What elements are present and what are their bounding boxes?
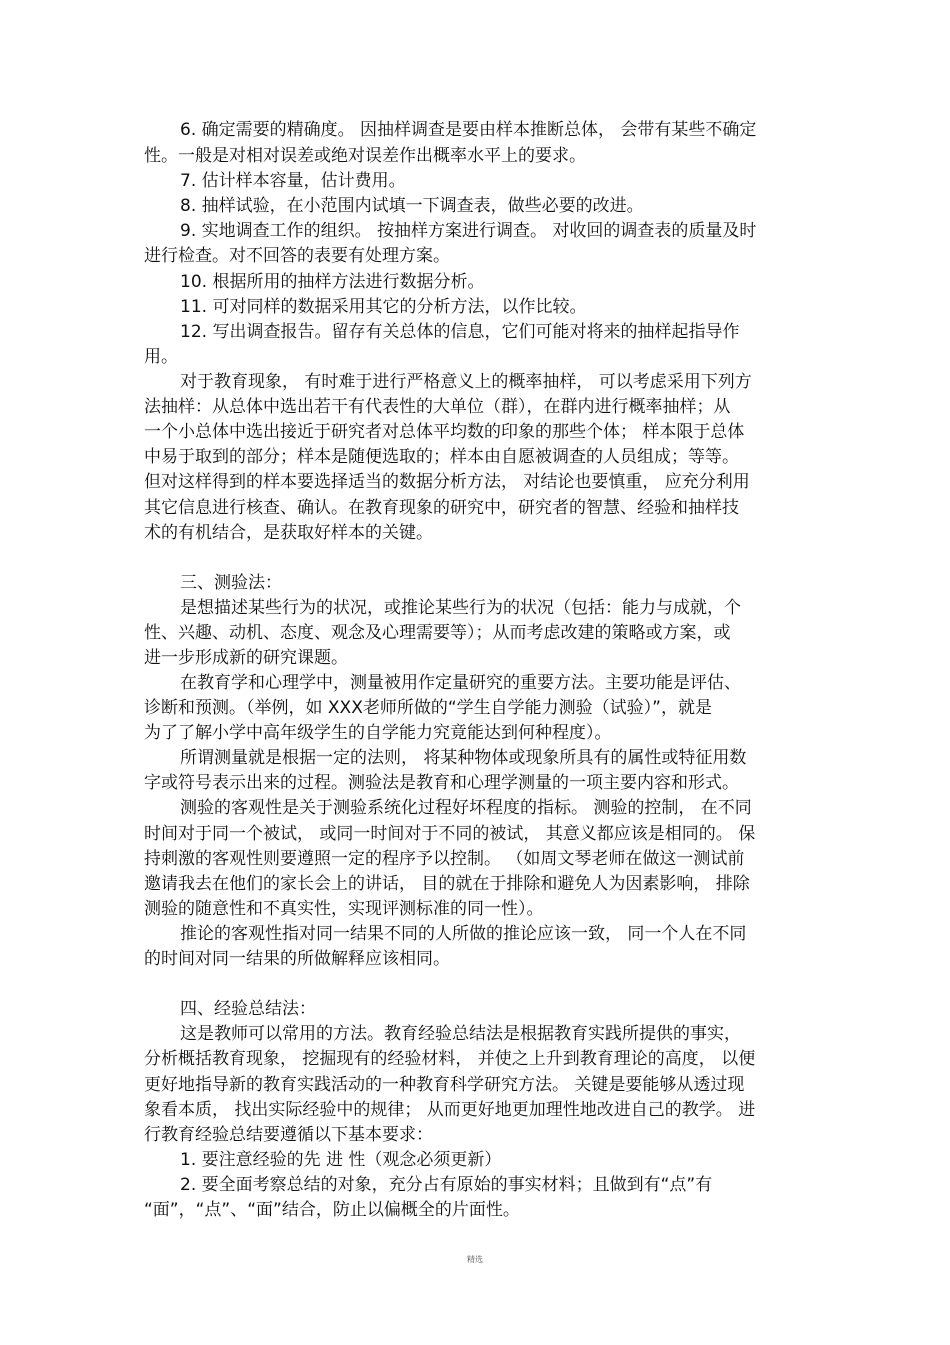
- text-line: 法抽样：从总体中选出若干有代表性的大单位（群），在群内进行概率抽样；从: [144, 397, 731, 417]
- section-heading: 三、测验法：: [180, 573, 282, 593]
- text-line: 进行检查。对不回答的表要有处理方案。: [144, 246, 450, 266]
- text-line: 7. 估计样本容量，估计费用。: [180, 171, 406, 191]
- text-line: “面”，“点”、“面”结合，防止以偏概全的片面性。: [144, 1200, 520, 1220]
- text-line: 更好地指导新的教育实践活动的一种教育科学研究方法。 关键是要能够从透过现: [144, 1075, 745, 1095]
- text-line: 持刺激的客观性则要遵照一定的程序予以控制。 （如周文琴老师在做这一测试前: [144, 849, 745, 869]
- text-line: 用。: [144, 347, 178, 367]
- text-line: 其它信息进行核查、确认。在教育现象的研究中，研究者的智慧、经验和抽样技: [144, 498, 739, 518]
- text-line: 2. 要全面考察总结的对象，充分占有原始的事实材料；且做到有“点”有: [180, 1175, 713, 1195]
- text-line: 进一步形成新的研究课题。: [144, 648, 348, 668]
- text-line: 所谓测量就是根据一定的法则， 将某种物体或现象所具有的属性或特征用数: [180, 748, 747, 768]
- text-line: 分析概括教育现象， 挖掘现有的经验材料， 并使之上升到教育理论的高度， 以便: [144, 1049, 756, 1069]
- text-line: 推论的客观性指对同一结果不同的人所做的推论应该一致， 同一个人在不同: [180, 924, 747, 944]
- text-line: 对于教育现象， 有时难于进行严格意义上的概率抽样， 可以考虑采用下列方: [180, 372, 752, 392]
- text-line: 象看本质， 找出实际经验中的规律； 从而更好地更加理性地改进自己的教学。 进: [144, 1100, 756, 1120]
- text-line: 12. 写出调查报告。留存有关总体的信息，它们可能对将来的抽样起指导作: [180, 322, 740, 342]
- text-line: 8. 抽样试验，在小范围内试填一下调查表，做些必要的改进。: [180, 196, 644, 216]
- text-line: 这是教师可以常用的方法。教育经验总结法是根据教育实践所提供的事实，: [180, 1024, 741, 1044]
- text-line: 诊断和预测。（举例，如 XXX老师所做的“学生自学能力测验（试验）”，就是: [144, 698, 712, 718]
- text-line: 测验的随意性和不真实性，实现评测标准的同一性）。: [144, 899, 544, 919]
- section-heading: 四、经验总结法：: [180, 999, 316, 1019]
- page-footer: 精选: [467, 1255, 483, 1264]
- text-line: 11. 可对同样的数据采用其它的分析方法，以作比较。: [180, 297, 587, 317]
- text-line: 9. 实地调查工作的组织。 按抽样方案进行调查。 对收回的调查表的质量及时: [180, 221, 757, 241]
- text-line: 字或符号表示出来的过程。测验法是教育和心理学测量的一项主要内容和形式。: [144, 773, 739, 793]
- text-line: 术的有机结合，是获取好样本的关键。: [144, 523, 433, 543]
- text-line: 1. 要注意经验的先 进 性（观念必须更新）: [180, 1150, 502, 1170]
- text-line: 一个小总体中选出接近于研究者对总体平均数的印象的那些个体； 样本限于总体: [144, 422, 745, 442]
- text-line: 行教育经验总结要遵循以下基本要求：: [144, 1125, 433, 1145]
- text-line: 但对这样得到的样本要选择适当的数据分析方法， 对结论也要慎重， 应充分利用: [144, 472, 750, 492]
- text-line: 中易于取到的部分；样本是随便选取的；样本由自愿被调查的人员组成；等等。: [144, 447, 739, 467]
- text-line: 10. 根据所用的抽样方法进行数据分析。: [180, 272, 485, 292]
- text-line: 的时间对同一结果的所做解释应该相同。: [144, 949, 450, 969]
- text-line: 6. 确定需要的精确度。 因抽样调查是要由样本推断总体， 会带有某些不确定: [180, 120, 757, 140]
- text-line: 在教育学和心理学中，测量被用作定量研究的重要方法。主要功能是评估、: [180, 673, 741, 693]
- text-line: 是想描述某些行为的状况，或推论某些行为的状况（包括：能力与成就，个: [180, 598, 741, 618]
- text-line: 时间对于同一个被试， 或同一时间对于不同的被试， 其意义都应该是相同的。 保: [144, 824, 756, 844]
- text-line: 测验的客观性是关于测验系统化过程好坏程度的指标。 测验的控制， 在不同: [180, 798, 752, 818]
- text-line: 性、兴趣、动机、态度、观念及心理需要等）；从而考虑改建的策略或方案，或: [144, 623, 731, 643]
- text-line: 邀请我去在他们的家长会上的讲话， 目的就在于排除和避免人为因素影响， 排除: [144, 874, 750, 894]
- text-line: 性。一般是对相对误差或绝对误差作出概率水平上的要求。: [144, 146, 586, 166]
- text-line: 为了了解小学中高年级学生的自学能力究竟能达到何种程度）。: [144, 723, 612, 743]
